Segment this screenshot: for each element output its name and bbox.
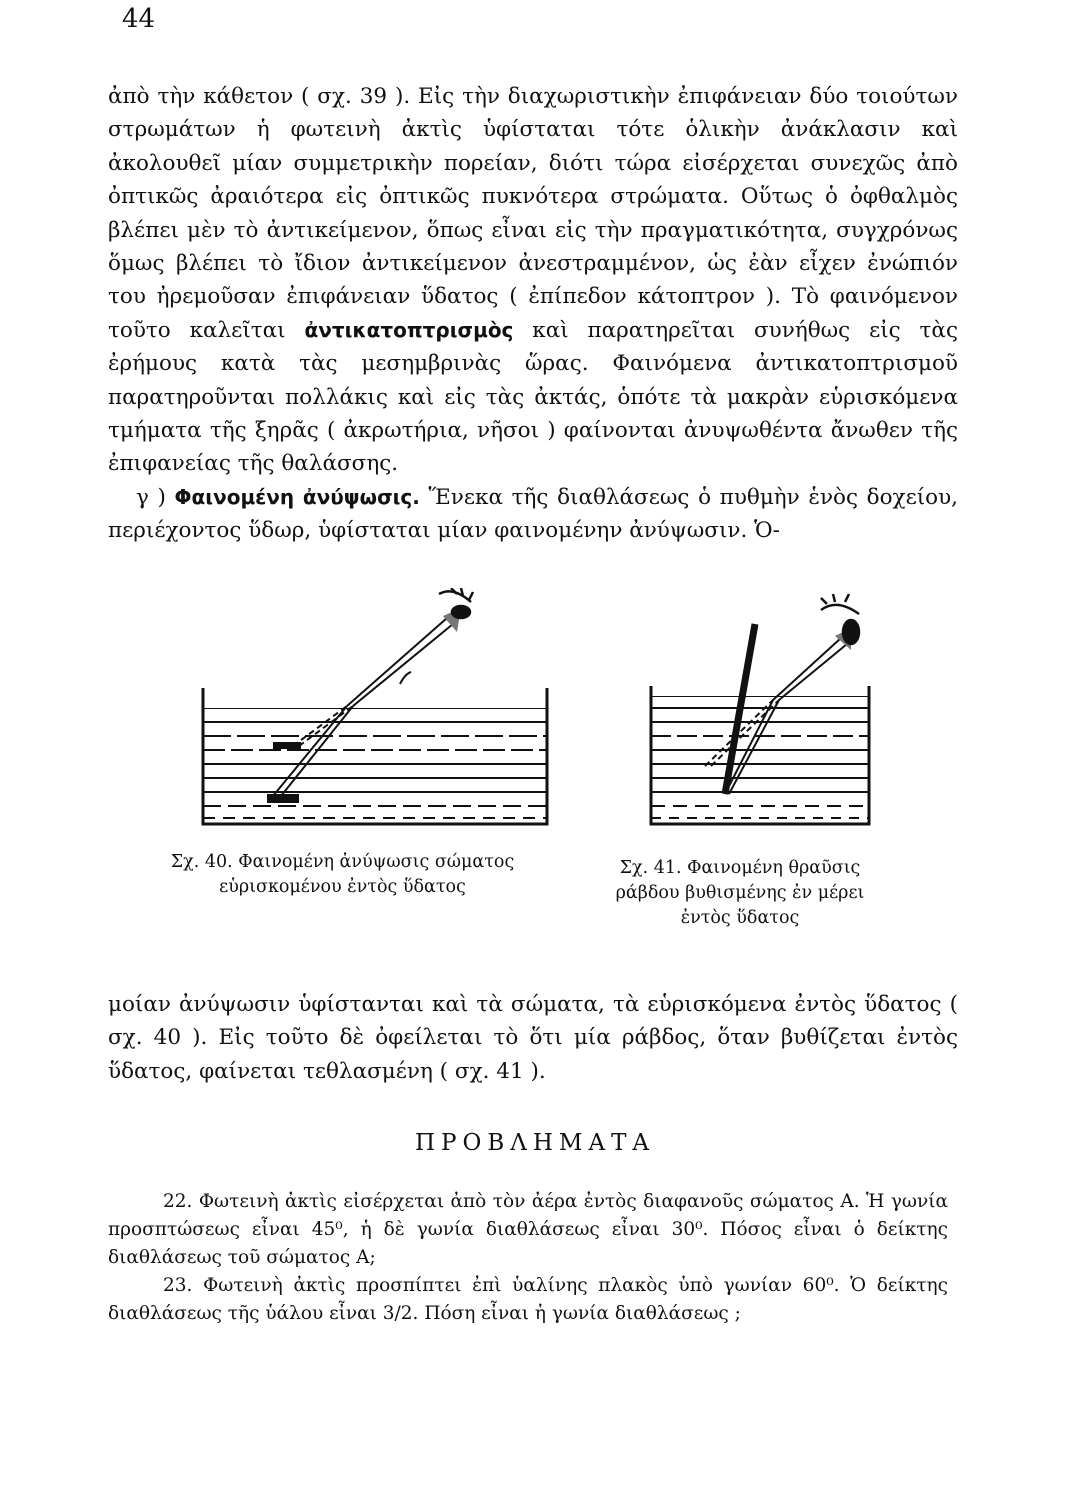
problem-number: 23. <box>163 1275 193 1296</box>
problems-title: ΠΡΟΒΛΗΜΑΤΑ <box>414 1130 656 1156</box>
term-apparent-elevation: Φαινομένη ἀνύψωσις. <box>174 484 420 509</box>
light-rays <box>273 618 453 796</box>
object-apparent <box>273 742 301 749</box>
term-mirage: ἀντικατοπτρισμὸς <box>304 317 514 342</box>
problem-number: 22. <box>163 1191 193 1212</box>
paragraph-submerged-objects: μοίαν ἀνύψωσιν ὑφίστανται καὶ τὰ σώματα, τὰ εὑρισκόμενα ἐντὸς ὕδατος ( σχ. 40 ). Εἰς τοῦτο δὲ ὀφείλεται τὸ ὅτι μία ράβδος, ὅταν βυθίζεται ἐντὸς ὕδατος, φαίνεται τεθλασμένη ( σχ. 41 ). <box>108 992 958 1084</box>
figure-40-caption: Σχ. 40. Φαινομένη ἀνύψωσις σώματος εὑρισκομένου ἐντὸς ὕδατος <box>170 852 515 897</box>
figure-41-caption: Σχ. 41. Φαινομένη θραῦσις ράβδου βυθισμένης ἐν μέρει ἐντὸς ὕδατος <box>615 858 865 928</box>
figure-41-diagram <box>645 588 905 833</box>
problem-text: Φωτεινὴ ἀκτὶς εἰσέρχεται ἀπὸ τὸν ἀέρα ἐντὸς διαφανοῦς σώματος Α. Ἡ γωνία προσπτώσεως εἶναι 45⁰, ἡ δὲ γωνία διαθλάσεως εἶναι 30⁰. Πόσος εἶναι ὁ δείκτης διαθλάσεως τοῦ σώματος Α; <box>108 1191 948 1268</box>
paragraph-mirage-text-b: καὶ παρατηρεῖται συνήθως εἰς τὰς ἐρήμους κατὰ τὰς μεσημβρινὰς ὥρας. Φαινόμενα ἀντικατοπτρισμοῦ παρατηροῦνται πολλάκις καὶ εἰς τὰς ἀκτάς, ὁπότε τὰ μακρὰν εὑρισκόμενα τμήματα τῆς ξηρᾶς ( ἀκρωτήρια, νῆσοι ) φαίνονται ἀνυψωθέντα ἄνωθεν τῆς ἐπιφανείας τῆς θαλάσσης. <box>108 317 958 477</box>
body-text-top <box>108 80 958 548</box>
eye-icon <box>439 588 473 618</box>
problem-text: Φωτεινὴ ἀκτὶς προσπίπτει ἐπὶ ὑαλίνης πλακὸς ὑπὸ γωνίαν 60⁰. Ὁ δείκτης διαθλάσεως τῆς ὑάλου εἶναι 3/2. Πόση εἶναι ἡ γωνία διαθλάσεως ; <box>108 1275 948 1324</box>
paragraph-mirage-text-a: ἀπὸ τὴν κάθετον ( σχ. 39 ). Εἰς τὴν διαχωριστικὴν ἐπιφάνειαν δύο τοιούτων στρωμάτων ἡ φωτεινὴ ἀκτὶς ὑφίσταται τότε ὁλικὴν ἀνάκλασιν καὶ ἀκολουθεῖ μίαν συμμετρικὴν πορείαν, διότι τώρα εἰσέρχεται συνεχῶς ἀπὸ ὀπτικῶς ἀραιότερα εἰς ὀπτικῶς πυκνότερα στρώματα. Οὕτως ὁ ὀφθαλμὸς βλέπει μὲν τὸ ἀντικείμενον, ὅπως εἶναι εἰς τὴν πραγματικότητα, συγχρόνως ὅμως βλέπει τὸ ἴδιον ἀντικείμενον ἀνεστραμμένον, ὡς ἐὰν εἶχεν ἐνώπιόν του ἠρεμοῦσαν ἐπιφάνειαν ὕδατος ( ἐπίπεδον κάτοπτρον ). Τὸ φαινόμενον τοῦτο καλεῖται <box>108 84 958 343</box>
page-number: 44 <box>122 4 156 34</box>
water-lines <box>651 696 869 818</box>
section-label: γ ) <box>136 484 166 510</box>
problem-item <box>108 1188 948 1272</box>
container <box>651 686 869 824</box>
water-lines <box>203 708 547 818</box>
object-real <box>267 794 299 803</box>
paragraph-apparent-elevation-text: Ἕνεκα τῆς διαθλάσεως ὁ πυθμὴν ἑνὸς δοχείου, περιέχοντος ὕδωρ, ὑφίσταται μίαν φαινομένην ἀνύψωσιν. Ὁ- <box>108 484 958 544</box>
problem-item <box>108 1272 948 1328</box>
paragraph-apparent-elevation <box>108 481 958 548</box>
paragraph-mirage <box>108 80 958 481</box>
body-text-bottom <box>108 988 958 1088</box>
figure-40-diagram <box>195 588 600 833</box>
